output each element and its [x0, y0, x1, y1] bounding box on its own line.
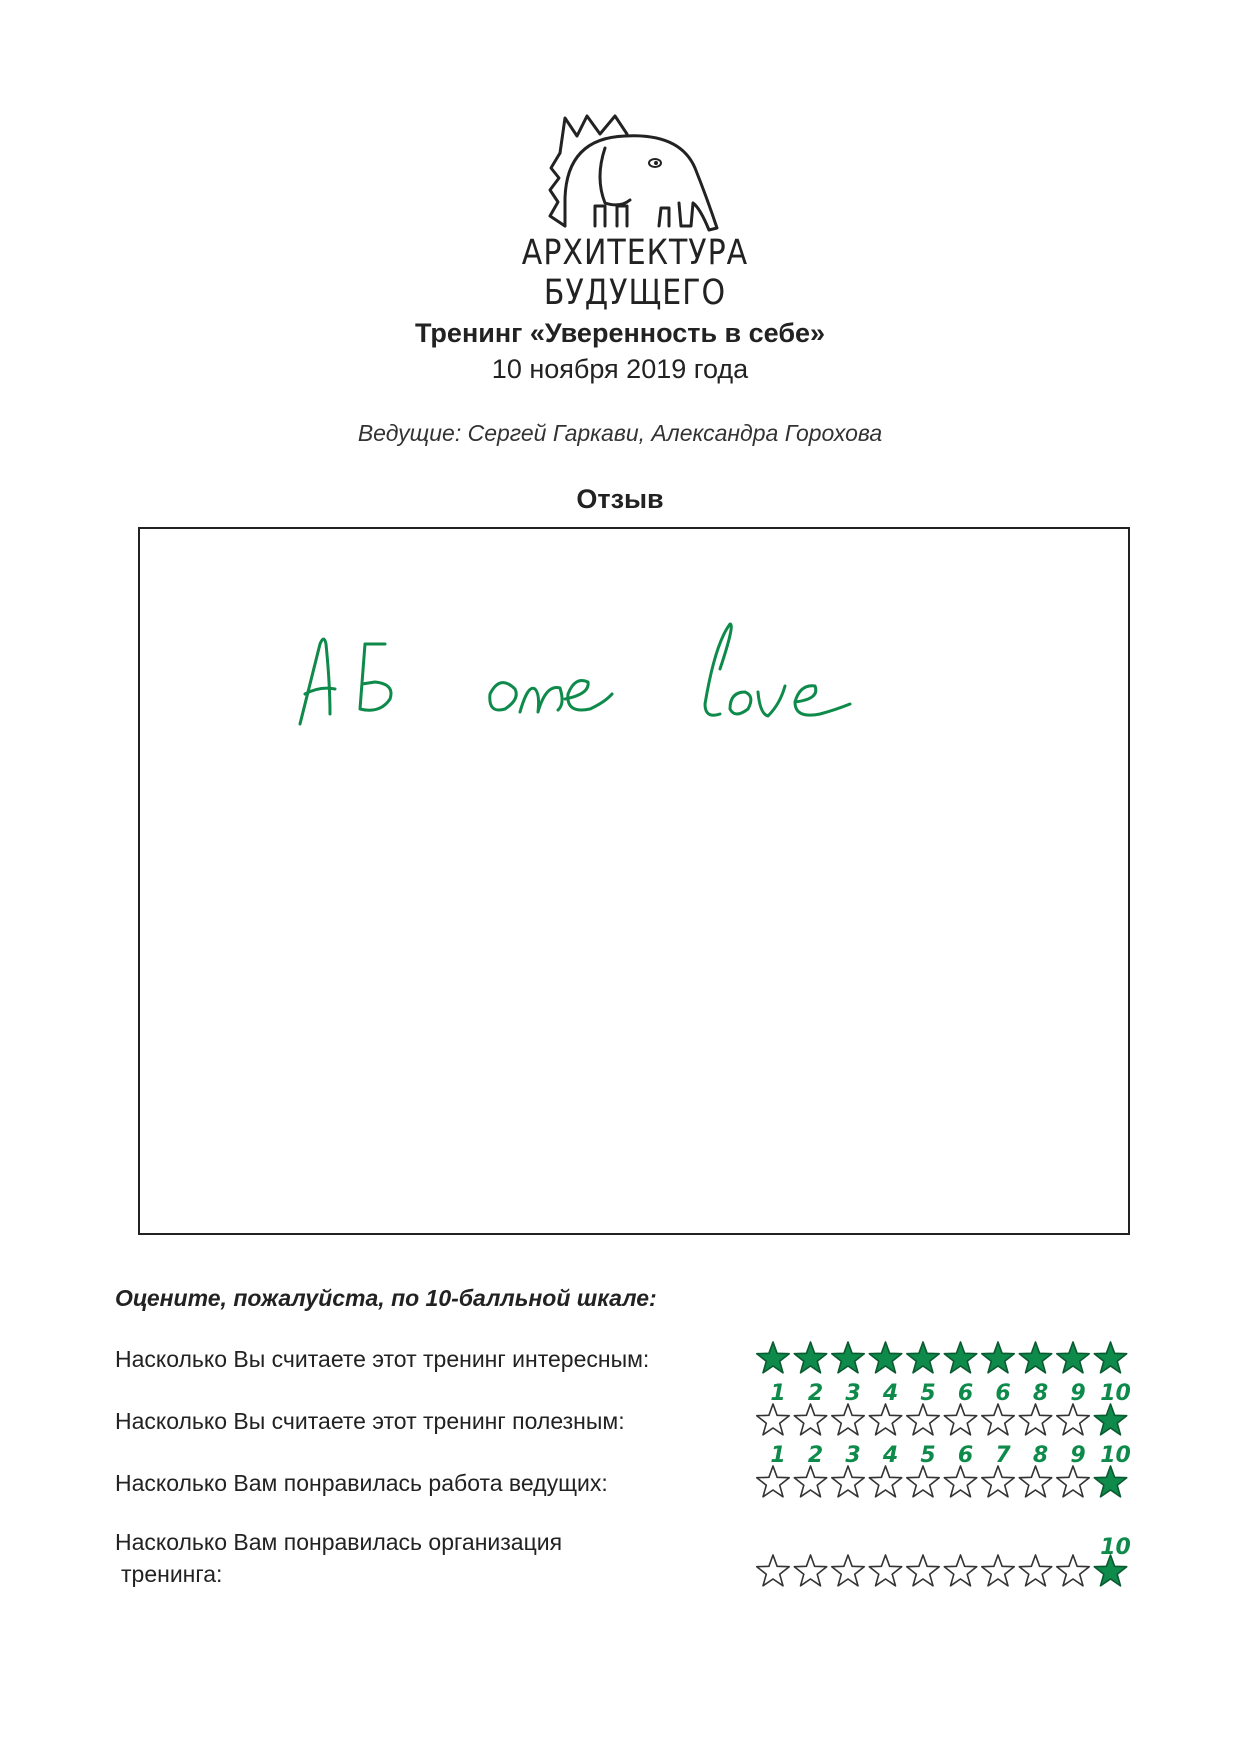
star-empty-icon[interactable]: [832, 1555, 864, 1586]
star-empty-icon[interactable]: [982, 1404, 1014, 1435]
star-empty-icon[interactable]: [1057, 1466, 1089, 1497]
logo: [455, 108, 815, 314]
star-empty-icon[interactable]: [757, 1404, 789, 1435]
star-rating-useful[interactable]: [755, 1402, 1135, 1438]
rating-prompt: Оцените, пожалуйста, по 10-балльной шкале:: [115, 1285, 657, 1311]
logo-text: АРХИТЕКТУРА БУДУЩЕГО: [521, 232, 749, 314]
handwritten-number: 8: [1032, 1443, 1049, 1468]
star-filled-icon[interactable]: [794, 1342, 826, 1373]
star-empty-icon[interactable]: [907, 1555, 939, 1586]
star-filled-icon[interactable]: [982, 1342, 1014, 1373]
handwritten-number: 3: [845, 1381, 861, 1406]
question-organization-line1: Насколько Вам понравилась организация: [115, 1529, 563, 1555]
hosts-line: Ведущие: Сергей Гаркави, Александра Горохова: [357, 420, 883, 446]
star-empty-icon[interactable]: [869, 1555, 901, 1586]
star-empty-icon[interactable]: [944, 1404, 976, 1435]
handwritten-number: 1: [770, 1443, 786, 1468]
handwritten-number: 7: [995, 1443, 1011, 1468]
star-empty-icon[interactable]: [794, 1466, 826, 1497]
handwritten-number: 3: [845, 1443, 861, 1468]
review-box[interactable]: [138, 527, 1130, 1235]
star-empty-icon[interactable]: [944, 1555, 976, 1586]
star-empty-icon[interactable]: [869, 1404, 901, 1435]
handwritten-number: 6: [957, 1381, 974, 1406]
star-filled-icon[interactable]: [869, 1342, 901, 1373]
star-empty-icon[interactable]: [1019, 1555, 1051, 1586]
star-empty-icon[interactable]: [1019, 1404, 1051, 1435]
handwritten-review: [290, 614, 1050, 734]
page-title: Тренинг «Уверенность в себе»: [414, 318, 826, 348]
star-filled-icon[interactable]: [1094, 1404, 1126, 1435]
question-useful: Насколько Вы считаете этот тренинг полезным:: [115, 1408, 625, 1434]
star-empty-icon[interactable]: [794, 1555, 826, 1586]
question-organization-line2: тренинга:: [121, 1561, 223, 1587]
handwritten-number: 8: [1032, 1381, 1049, 1406]
star-empty-icon[interactable]: [1057, 1404, 1089, 1435]
handwritten-number: 4: [882, 1381, 899, 1406]
handwritten-number: 6: [957, 1443, 974, 1468]
event-date: 10 ноября 2019 года: [491, 354, 749, 384]
star-empty-icon[interactable]: [907, 1466, 939, 1497]
star-empty-icon[interactable]: [982, 1466, 1014, 1497]
star-rating-interesting[interactable]: [755, 1340, 1135, 1376]
handwritten-number: 2: [807, 1443, 824, 1468]
star-filled-icon[interactable]: [832, 1342, 864, 1373]
star-filled-icon[interactable]: [1094, 1466, 1126, 1497]
star-filled-icon[interactable]: [1019, 1342, 1051, 1373]
star-filled-icon[interactable]: [757, 1342, 789, 1373]
star-empty-icon[interactable]: [757, 1555, 789, 1586]
star-rating-organization[interactable]: [755, 1553, 1135, 1589]
star-rating-hosts[interactable]: [755, 1464, 1135, 1500]
star-empty-icon[interactable]: [1019, 1466, 1051, 1497]
handwritten-number: 2: [807, 1381, 824, 1406]
question-organization: [115, 1526, 562, 1590]
question-interesting: Насколько Вы считаете этот тренинг интересным:: [115, 1346, 650, 1372]
star-filled-icon[interactable]: [1094, 1555, 1126, 1586]
star-filled-icon[interactable]: [1094, 1342, 1126, 1373]
star-empty-icon[interactable]: [832, 1466, 864, 1497]
review-heading: Отзыв: [576, 484, 664, 514]
handwritten-number: 9: [1070, 1443, 1086, 1468]
handwritten-number: 4: [882, 1443, 899, 1468]
elephant-crown-icon: [455, 108, 815, 238]
handwritten-number: 6: [995, 1381, 1011, 1406]
handwritten-number: 9: [1070, 1381, 1086, 1406]
star-empty-icon[interactable]: [982, 1555, 1014, 1586]
star-empty-icon[interactable]: [794, 1404, 826, 1435]
star-empty-icon[interactable]: [907, 1404, 939, 1435]
star-empty-icon[interactable]: [944, 1466, 976, 1497]
handwritten-number: 1: [770, 1381, 786, 1406]
star-filled-icon[interactable]: [944, 1342, 976, 1373]
question-hosts: Насколько Вам понравилась работа ведущих:: [115, 1470, 608, 1496]
handwritten-number: 10: [1100, 1443, 1131, 1468]
star-empty-icon[interactable]: [832, 1404, 864, 1435]
star-filled-icon[interactable]: [907, 1342, 939, 1373]
handwritten-number: 10: [1100, 1381, 1131, 1406]
star-empty-icon[interactable]: [869, 1466, 901, 1497]
star-empty-icon[interactable]: [757, 1466, 789, 1497]
handwritten-number: 10: [1100, 1535, 1131, 1560]
handwritten-number: 5: [920, 1381, 936, 1406]
star-empty-icon[interactable]: [1057, 1555, 1089, 1586]
handwritten-number: 5: [920, 1443, 936, 1468]
star-filled-icon[interactable]: [1057, 1342, 1089, 1373]
